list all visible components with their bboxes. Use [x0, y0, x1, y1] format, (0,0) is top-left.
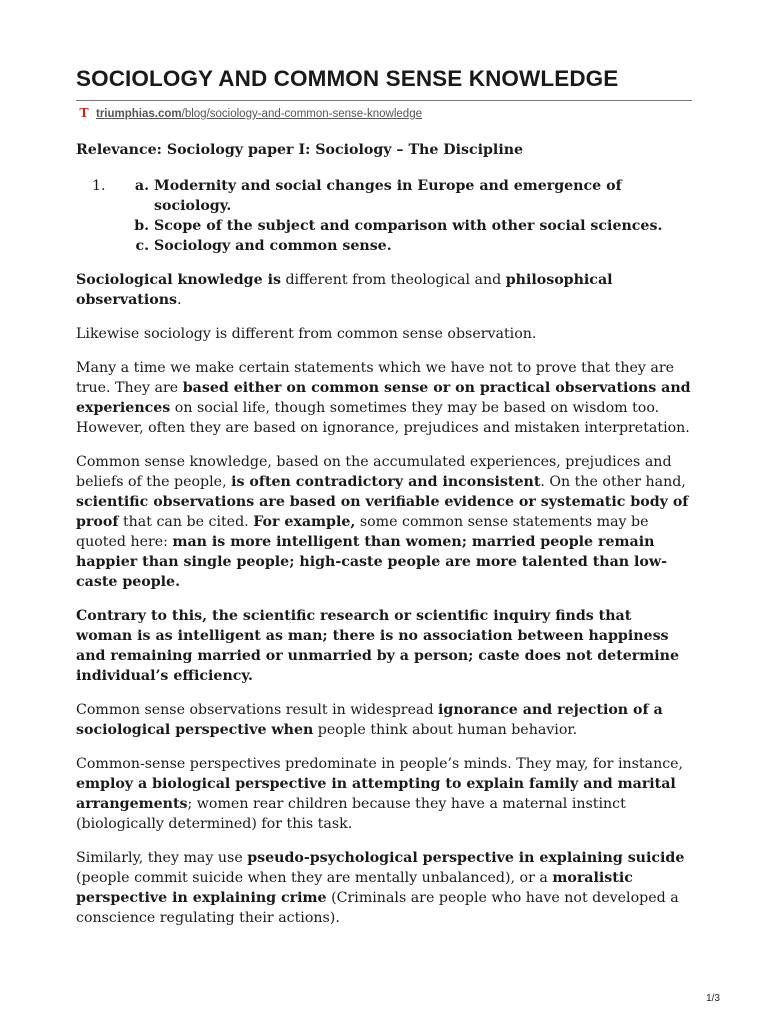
source-link[interactable]: triumphias.com/blog/sociology-and-common-sense-knowledge: [96, 108, 422, 120]
source-line: [78, 106, 422, 122]
article-body: [76, 140, 692, 942]
paragraph-sociological-knowledge: Sociological knowledge is different from theological and philosophical observations.: [76, 272, 613, 308]
syllabus-sublist: [110, 176, 692, 256]
list-item: b. Scope of the subject and comparison with other social sciences.: [154, 216, 692, 236]
page-title: SOCIOLOGY AND COMMON SENSE KNOWLEDGE: [76, 66, 619, 91]
paragraph-likewise: Likewise sociology is different from common sense observation.: [76, 326, 537, 342]
paragraph-contrary: Contrary to this, the scientific research or scientific inquiry finds that woman is as intelligent as man; there is no association between happiness and remaining married or unmarried by a person; caste does not determine individual’s efficiency.: [76, 608, 679, 684]
list-item: a. 1. Modernity and social changes in Europe and emergence of sociology.: [154, 176, 692, 216]
title-divider: [76, 100, 692, 101]
page-number: 1/3: [706, 993, 720, 1004]
relevance-line: Relevance: Sociology paper I: Sociology – The Discipline: [76, 142, 524, 158]
syllabus-item-1: [110, 176, 692, 256]
paragraph-similarly: Similarly, they may use pseudo-psychological perspective in explaining suicide (people commit suicide when they are mentally unbalanced), or a moralistic perspective in explaining crime (Criminals are people who have not developed a conscience regulating their actions).: [76, 850, 685, 926]
paragraph-statements: Many a time we make certain statements which we have not to prove that they are true. They are based either on common sense or on practical observations and experiences on social life, though sometimes they may be based on wisdom too. However, often they are based on ignorance, prejudices and mistaken interpretation.: [76, 360, 691, 436]
paragraph-perspectives: Common-sense perspectives predominate in people’s minds. They may, for instance, employ a biological perspective in attempting to explain family and marital arrangements; women rear children because they have a maternal instinct (biologically determined) for this task.: [76, 756, 684, 832]
triumphias-logo-icon: T: [79, 106, 89, 121]
paragraph-common-sense-knowledge: Common sense knowledge, based on the accumulated experiences, prejudices and beliefs of the people, is often contradictory and inconsistent. On the other hand, scientific observations are based on verifiable evidence or systematic body of proof that can be cited. For example, some common sense statements may be quoted here: man is more intelligent than women; married people remain happier than single people; high-caste people are more talented than low-caste people.: [76, 454, 689, 590]
list-item: c. Sociology and common sense.: [154, 236, 692, 256]
syllabus-list: [76, 176, 692, 256]
paragraph-observations: Common sense observations result in widespread ignorance and rejection of a sociological perspective when people think about human behavior.: [76, 702, 663, 738]
